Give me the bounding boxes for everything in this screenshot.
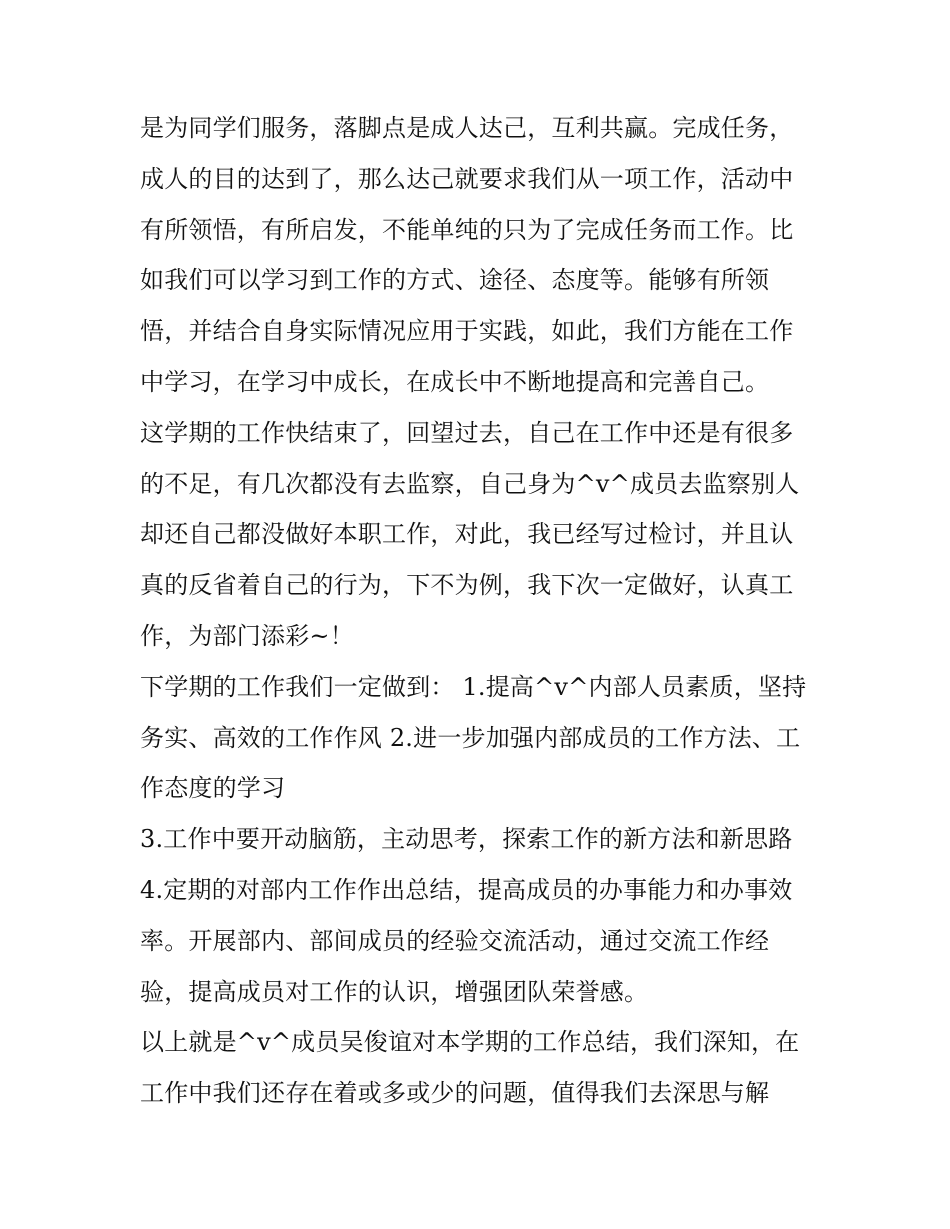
text-line: 务实、高效的工作作风 2.进一步加强内部成员的工作方法、工 — [140, 723, 801, 752]
text-line: 真的反省着自己的行为，下不为例，我下次一定做好，认真工 — [140, 571, 794, 600]
text-line: 4.定期的对部内工作作出总结，提高成员的办事能力和办事效 — [140, 875, 793, 904]
text-line: 3.工作中要开动脑筋，主动思考，探索工作的新方法和新思路 — [140, 825, 793, 854]
text-line: 以上就是^v^成员吴俊谊对本学期的工作总结，我们深知，在 — [140, 1028, 800, 1057]
text-line: 工作中我们还存在着或多或少的问题，值得我们去深思与解 — [140, 1079, 770, 1108]
text-line: 作态度的学习 — [140, 774, 286, 803]
text-line: 下学期的工作我们一定做到： 1.提高^v^内部人员素质，坚持 — [140, 672, 807, 701]
text-line: 这学期的工作快结束了，回望过去，自己在工作中还是有很多 — [140, 418, 794, 447]
text-line: 却还自己都没做好本职工作，对此，我已经写过检讨，并且认 — [140, 520, 794, 549]
text-line: 成人的目的达到了，那么达己就要求我们从一项工作，活动中 — [140, 164, 794, 193]
text-line: 作，为部门添彩~！ — [140, 621, 354, 650]
text-line: 有所领悟，有所启发，不能单纯的只为了完成任务而工作。比 — [140, 215, 794, 244]
text-line: 中学习，在学习中成长，在成长中不断地提高和完善自己。 — [140, 367, 770, 396]
text-line: 如我们可以学习到工作的方式、途径、态度等。能够有所领 — [140, 266, 770, 295]
text-line: 是为同学们服务，落脚点是成人达己，互利共赢。完成任务， — [140, 114, 794, 142]
text-line: 验，提高成员对工作的认识，增强团队荣誉感。 — [140, 977, 649, 1006]
text-line: 率。开展部内、部间成员的经验交流活动，通过交流工作经 — [140, 926, 770, 955]
text-line: 的不足，有几次都没有去监察，自己身为^v^成员去监察别人 — [140, 469, 800, 498]
text-line: 悟，并结合自身实际情况应用于实践，如此，我们方能在工作 — [140, 317, 794, 346]
document-body-text — [140, 103, 820, 1119]
